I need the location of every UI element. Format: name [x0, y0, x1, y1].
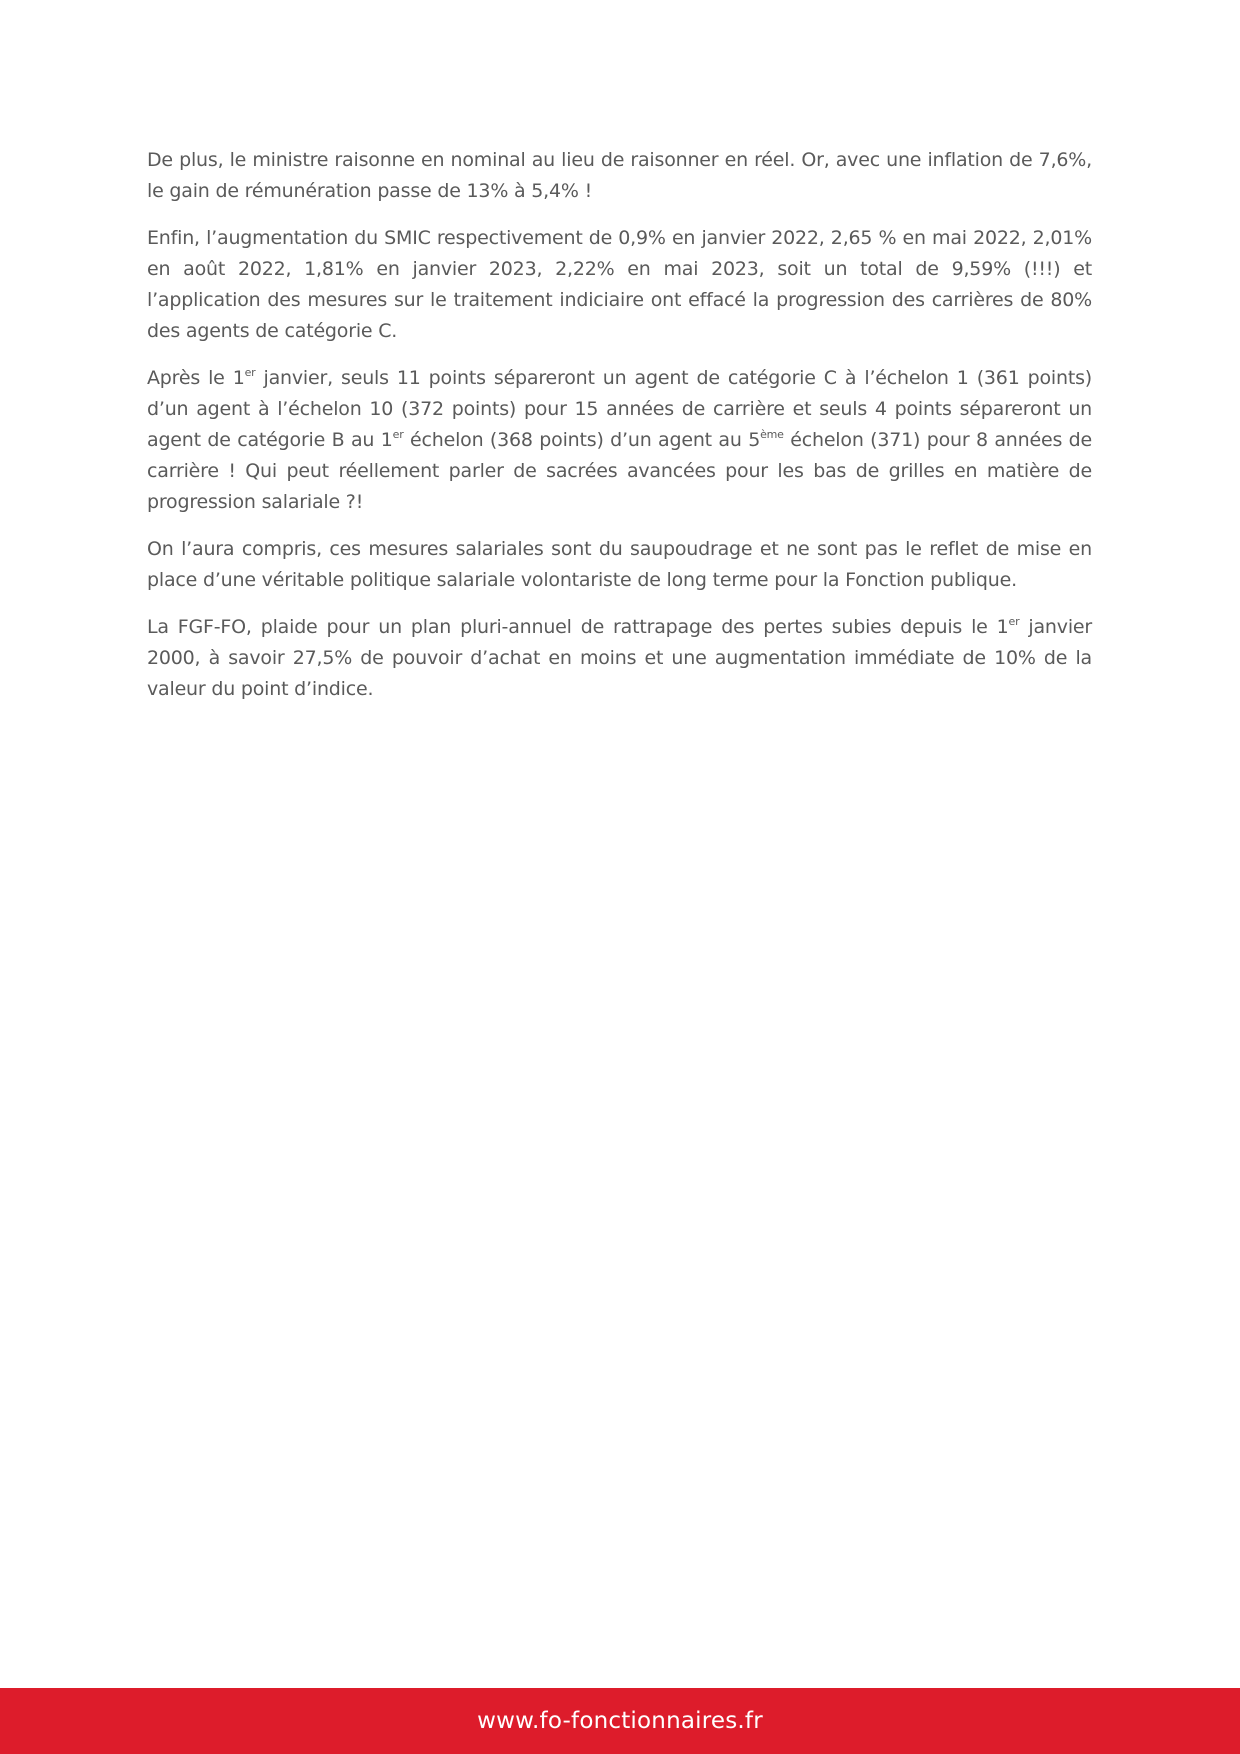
paragraph-text: Enfin, l’augmentation du SMIC respectivement de 0,9% en janvier 2022, 2,65 % en mai 2022, 2,01% en août 2022, 1,81% en janvier 2023, 2,22% en mai 2023, soit un total de 9,59% (!!!) et l’application des mesures sur le traitement indiciaire ont effacé la progression des carrières de 80% des agents de catégorie C. [147, 227, 1092, 342]
superscript-ordinal: er [392, 428, 404, 441]
paragraph [147, 145, 1092, 207]
superscript-ordinal: er [244, 366, 256, 379]
paragraph-text: janvier 2000, à savoir 27,5% de pouvoir d’achat en moins et une augmentation immédiate de 10% de la valeur du point d’indice. [147, 616, 1092, 700]
paragraph-text: échelon (368 points) d’un agent au 5 [403, 429, 761, 451]
paragraph [147, 363, 1092, 518]
footer-bar [0, 1688, 1240, 1754]
paragraph [147, 534, 1092, 596]
superscript-ordinal: er [1008, 615, 1020, 628]
superscript-ordinal: ème [760, 428, 784, 441]
paragraph-text: De plus, le ministre raisonne en nominal au lieu de raisonner en réel. Or, avec une inflation de 7,6%, le gain de rémunération passe de 13% à 5,4% ! [147, 149, 1092, 202]
paragraph-text: On l’aura compris, ces mesures salariales sont du saupoudrage et ne sont pas le reflet de mise en place d’une véritable politique salariale volontariste de long terme pour la Fonction publique. [147, 538, 1092, 591]
paragraph-text: La FGF-FO, plaide pour un plan pluri-annuel de rattrapage des pertes subies depuis le 1 [147, 616, 1009, 638]
paragraph [147, 223, 1092, 347]
document-body [147, 145, 1092, 721]
paragraph-text: Après le 1 [147, 367, 245, 389]
paragraph-text: janvier, seuls 11 points sépareront un agent de catégorie C à l’échelon 1 (361 points) d’un agent à l’échelon 10 (372 points) pour 15 années de carrière et seuls 4 points sépareront un agent de catégorie B au 1 [147, 367, 1092, 451]
paragraph-text: échelon (371) pour 8 années de carrière ! Qui peut réellement parler de sacrées avancées pour les bas de grilles en matière de progression salariale ?! [147, 429, 1093, 513]
paragraph [147, 612, 1092, 705]
footer-website-link[interactable]: www.fo-fonctionnaires.fr [477, 1708, 763, 1734]
